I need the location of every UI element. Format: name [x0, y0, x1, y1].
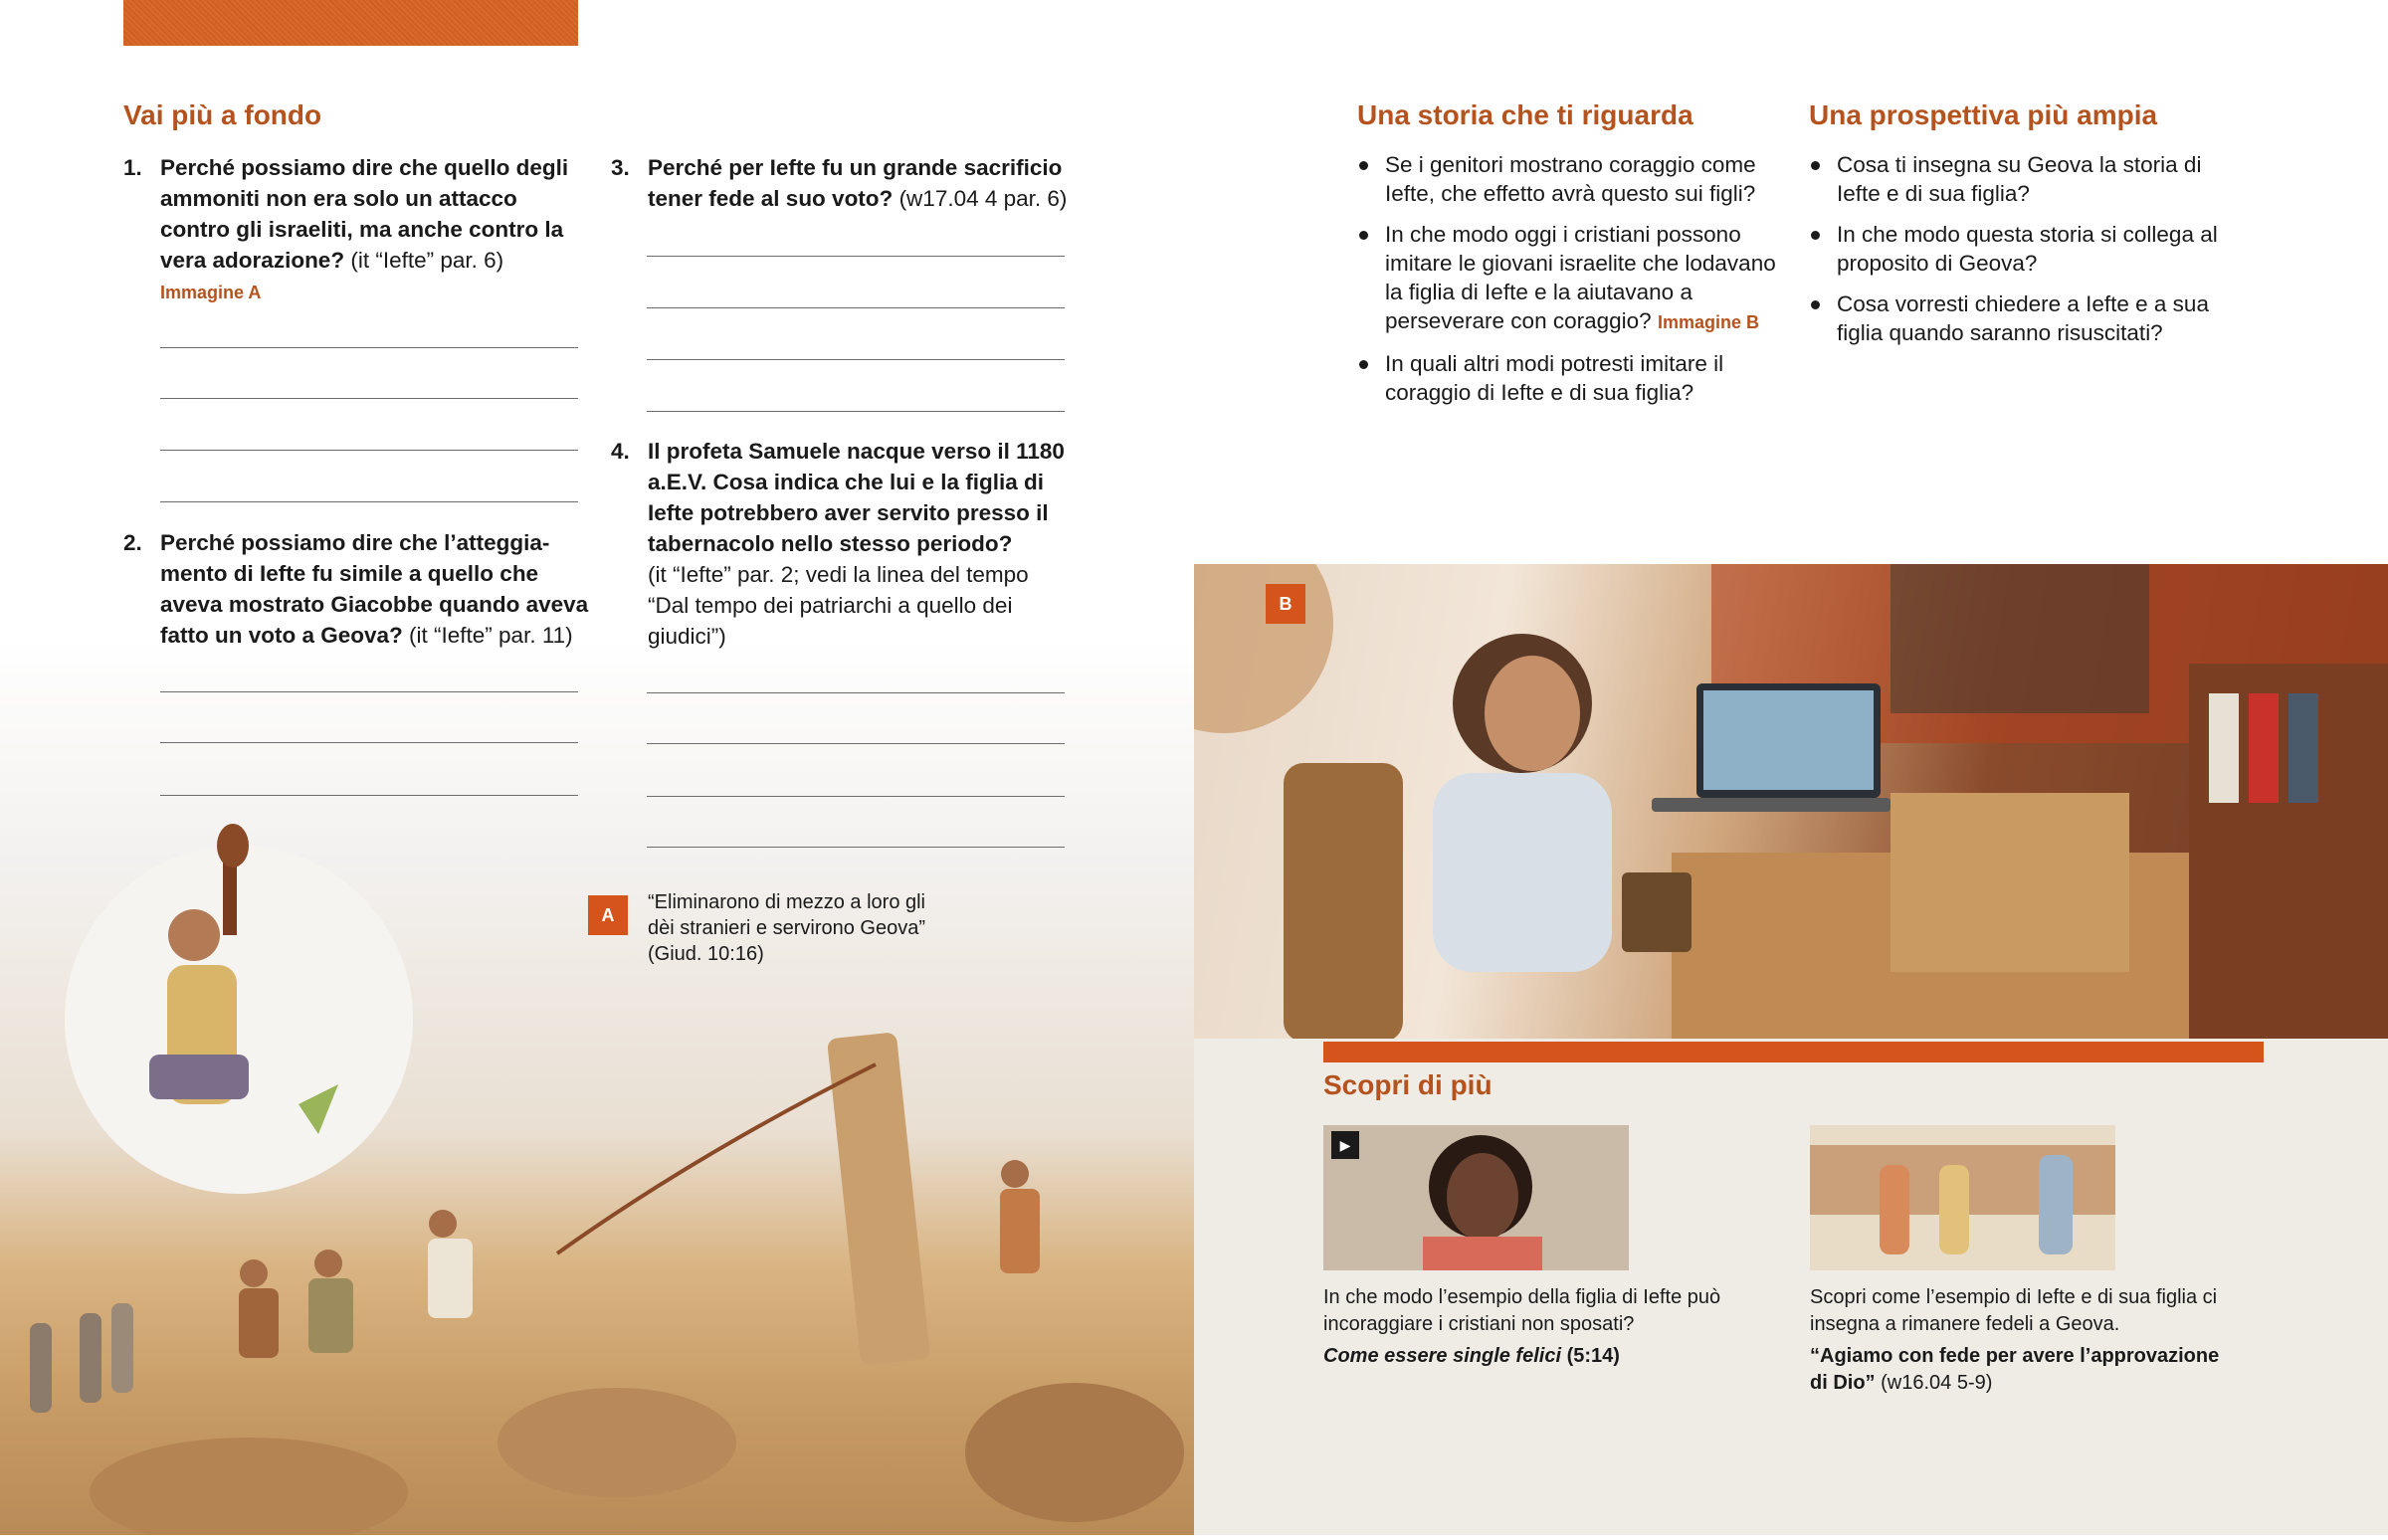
article-title[interactable]: “Agiamo con fede per avere l’approvazione di Dio” — [1810, 1345, 2220, 1394]
question-4-ref: (it “Iefte” par. 2; vedi la linea del tempo “Dal tempo dei patriarchi a quello dei giudici”) — [648, 562, 1029, 649]
video-description: In che modo l’esempio della figlia di Iefte può incoraggiare i cristiani non sposati? — [1323, 1286, 1721, 1335]
answer-line[interactable] — [647, 411, 1065, 412]
story-list — [1357, 150, 1785, 419]
answer-line[interactable] — [160, 691, 578, 692]
question-1 — [123, 152, 581, 308]
answer-line[interactable] — [647, 359, 1065, 360]
story-item-1: Se i genitori mostrano coraggio come Iefte, che effetto avrà questo sui figli? — [1357, 150, 1785, 208]
answer-line[interactable] — [160, 795, 578, 796]
question-2-ref: (it “Iefte” par. 11) — [409, 623, 573, 648]
play-icon[interactable]: ▶ — [1331, 1131, 1359, 1159]
answer-line[interactable] — [647, 692, 1065, 693]
answer-line[interactable] — [160, 742, 578, 743]
answer-line[interactable] — [647, 847, 1065, 848]
illustration-scene — [0, 637, 1194, 1535]
perspective-item-2: In che modo questa storia si collega al proposito di Geova? — [1809, 220, 2237, 278]
orange-strip — [1323, 1042, 2264, 1062]
question-3 — [611, 152, 1069, 214]
perspective-item-3: Cosa vorresti chiedere a Iefte e a sua figlia quando saranno risuscitati? — [1809, 289, 2237, 347]
question-2 — [123, 527, 591, 651]
question-1-text: Perché possiamo dire che quello degli ammoniti non era solo un attacco contro gli israeliti, ma anche contro la vera adorazione? — [160, 155, 569, 273]
perspective-item-1: Cosa ti insegna su Geova la storia di Iefte e di sua figlia? — [1809, 150, 2237, 208]
video-thumbnail[interactable] — [1323, 1125, 1629, 1270]
article-thumbnail[interactable] — [1810, 1125, 2115, 1270]
image-a-caption: “Eliminarono di mezzo a loro gli dèi stranieri e servirono Geova” (Giud. 10:16) — [648, 891, 926, 965]
image-a-tag: A — [588, 895, 628, 935]
answer-line[interactable] — [647, 743, 1065, 744]
question-3-number: 3. — [611, 155, 630, 180]
video-duration: (5:14) — [1566, 1345, 1620, 1367]
answer-line[interactable] — [160, 501, 578, 502]
answer-line[interactable] — [647, 796, 1065, 797]
story-image-ref: Immagine B — [1657, 312, 1759, 332]
section-title-more: Scopri di più — [1323, 1069, 1492, 1100]
video-thumb-art — [1323, 1125, 1629, 1270]
section-title-story: Una storia che ti riguarda — [1357, 99, 1693, 130]
article-link[interactable] — [1810, 1343, 2228, 1397]
article-description: Scopri come l’esempio di Iefte e di sua figlia ci insegna a rimanere fedeli a Geova. — [1810, 1286, 2218, 1335]
question-1-image-ref: Immagine A — [160, 283, 262, 302]
answer-line[interactable] — [160, 347, 578, 348]
video-title[interactable]: Come essere single felici — [1323, 1345, 1562, 1367]
article-ref: (w16.04 5-9) — [1881, 1372, 1993, 1394]
answer-line[interactable] — [160, 398, 578, 399]
story-item-2: In che modo oggi i cristiani possono imitare le giovani israelite che lodavano la figlia di Iefte e la aiutavano a perseverare con coraggio? Immagine B — [1357, 220, 1785, 337]
perspective-list — [1809, 150, 2237, 359]
photo-b-scene — [1194, 564, 2388, 1040]
video-link[interactable] — [1323, 1343, 1721, 1370]
question-4 — [611, 436, 1069, 652]
question-4-number: 4. — [611, 439, 630, 464]
section-title-deeper: Vai più a fondo — [123, 99, 322, 130]
question-3-text: Perché per Iefte fu un grande sacrificio tener fede al suo voto? — [648, 155, 1063, 211]
accent-bar — [123, 0, 578, 46]
image-b-tag: B — [1266, 584, 1305, 624]
photo-woman-video-call — [1194, 564, 2388, 1040]
question-2-number: 2. — [123, 530, 142, 555]
answer-line[interactable] — [647, 307, 1065, 308]
section-title-perspective: Una prospettiva più ampia — [1809, 99, 2158, 130]
question-3-ref: (w17.04 4 par. 6) — [898, 186, 1068, 211]
question-4-text: Il profeta Samuele nacque verso il 1180 a.E.V. Cosa indica che lui e la figlia di Iefte potrebbero aver servito presso il tabernacolo nello stesso periodo? — [648, 439, 1065, 556]
question-2-text: Perché possiamo dire che l’atteggiamento di Iefte fu simile a quello che aveva mostrato Giacobbe quando aveva fatto un voto a Geova? — [160, 530, 589, 648]
story-item-3: In quali altri modi potresti imitare il coraggio di Iefte e di sua figlia? — [1357, 349, 1785, 407]
illustration-idol-destruction — [0, 637, 1194, 1535]
question-1-ref: (it “Iefte” par. 6) — [350, 248, 504, 273]
answer-line[interactable] — [160, 450, 578, 451]
answer-line[interactable] — [647, 256, 1065, 257]
question-1-number: 1. — [123, 155, 142, 180]
article-thumb-art — [1810, 1125, 2115, 1270]
